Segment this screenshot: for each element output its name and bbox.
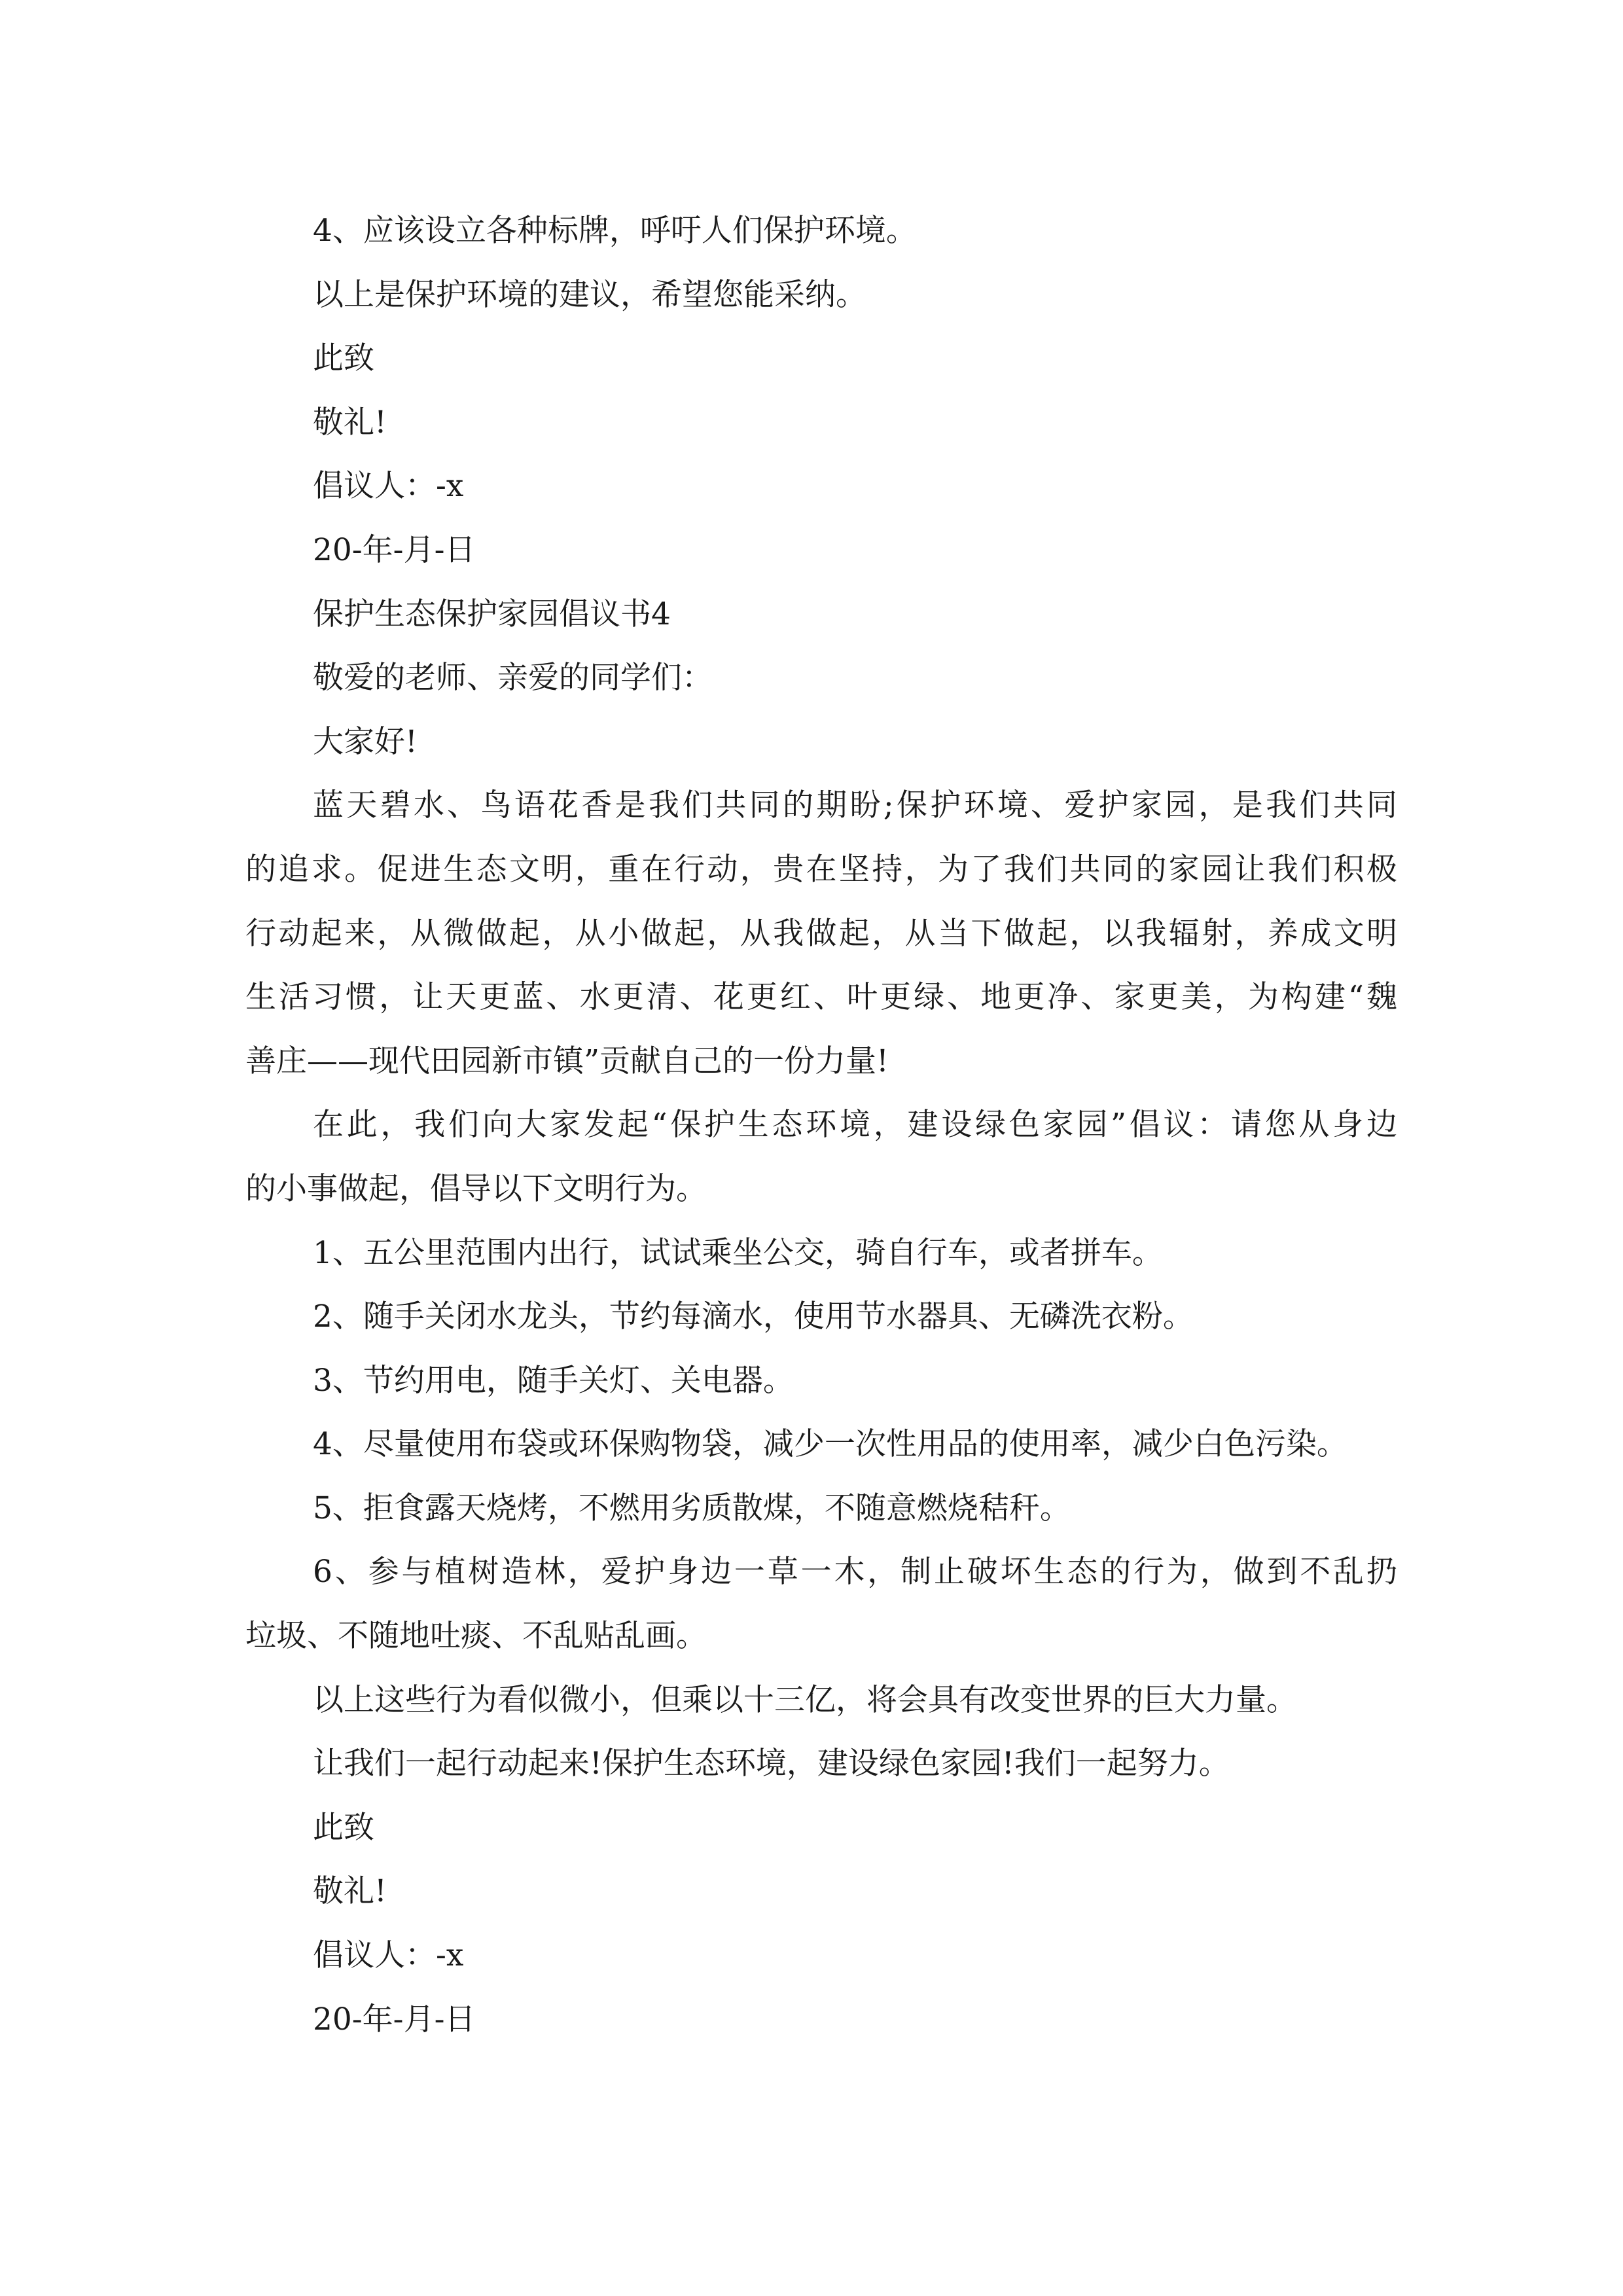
document-body <box>245 199 1397 2051</box>
paragraph-1 <box>245 774 1397 1093</box>
list-item: 5、拒食露天烧烤，不燃用劣质散煤，不随意燃烧秸秆。 <box>313 1490 1071 1526</box>
date-line: 20-年-月-日 <box>313 2001 476 2037</box>
text-line: 此致 <box>313 1809 374 1846</box>
text-line: 让我们一起行动起来!保护生态环境，建设绿色家园!我们一起努力。 <box>313 1746 1230 1782</box>
list-item: 4、尽量使用布袋或环保购物袋，减少一次性用品的使用率，减少白色污染。 <box>313 1426 1347 1463</box>
paragraph-line: 在此，我们向大家发起“保护生态环境，建设绿色家园”倡议：请您从身边 <box>313 1107 1397 1143</box>
text-line: 此致 <box>313 340 374 377</box>
list-item-continuation: 垃圾、不随地吐痰、不乱贴乱画。 <box>245 1618 707 1655</box>
text-line: 4、应该设立各种标牌，呼吁人们保护环境。 <box>313 213 917 249</box>
proposal-list <box>245 1221 1397 1668</box>
text-line: 以上这些行为看似微小，但乘以十三亿，将会具有改变世界的巨大力量。 <box>313 1681 1297 1718</box>
paragraph-line: 生活习惯，让天更蓝、水更清、花更红、叶更绿、地更净、家更美，为构建“魏 <box>245 979 1397 1016</box>
salutation: 敬爱的老师、亲爱的同学们： <box>313 660 713 696</box>
signatory-line: 倡议人：-x <box>313 1937 464 1974</box>
paragraph-2 <box>245 1093 1397 1221</box>
text-line: 敬礼! <box>313 404 387 440</box>
text-line: 以上是保护环境的建议，希望您能采纳。 <box>313 276 866 313</box>
greeting: 大家好! <box>313 723 418 760</box>
paragraph-line: 的追求。促进生态文明，重在行动，贵在坚持，为了我们共同的家园让我们积极 <box>245 851 1397 888</box>
list-item: 3、节约用电，随手关灯、关电器。 <box>313 1362 794 1399</box>
paragraph-line: 的小事做起，倡导以下文明行为。 <box>245 1170 707 1207</box>
paragraph-line: 蓝天碧水、鸟语花香是我们共同的期盼;保护环境、爱护家园，是我们共同 <box>313 787 1397 824</box>
list-item: 6、参与植树造林，爱护身边一草一木，制止破坏生态的行为，做到不乱扔 <box>313 1554 1397 1590</box>
list-item: 1、五公里范围内出行，试试乘坐公交，骑自行车，或者拼车。 <box>313 1234 1163 1271</box>
text-line: 敬礼! <box>313 1873 387 1910</box>
section-title: 保护生态保护家园倡议书4 <box>313 596 671 632</box>
paragraph-line: 善庄——现代田园新市镇”贡献自己的一份力量! <box>245 1043 889 1079</box>
date-line: 20-年-月-日 <box>313 531 476 568</box>
signatory-line: 倡议人：-x <box>313 468 464 505</box>
closing-section <box>245 1668 1397 2052</box>
list-item: 2、随手关闭水龙头，节约每滴水，使用节水器具、无磷洗衣粉。 <box>313 1299 1194 1335</box>
paragraph-line: 行动起来，从微做起，从小做起，从我做起，从当下做起，以我辐射，养成文明 <box>245 915 1397 952</box>
